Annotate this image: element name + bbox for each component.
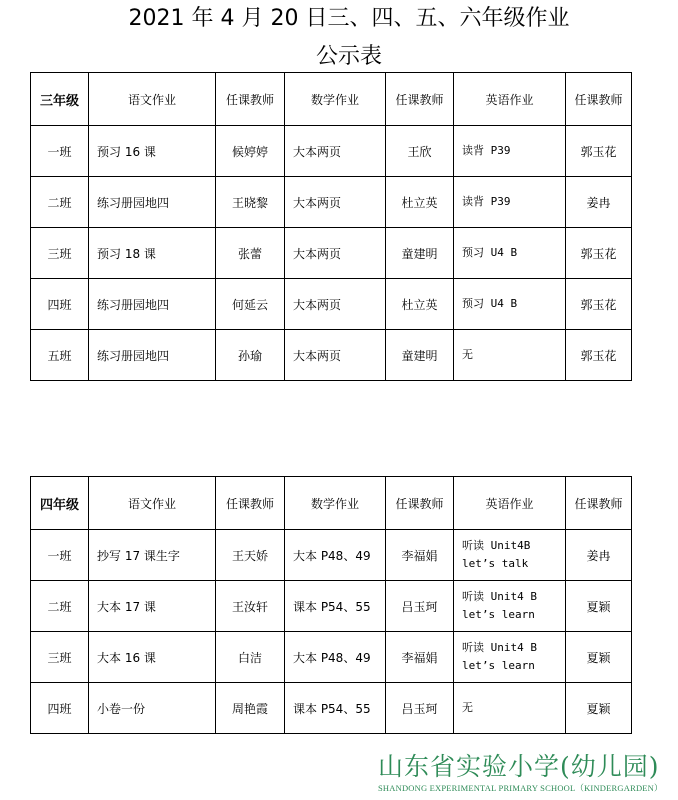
table-row <box>31 581 632 632</box>
header-english-teacher: 任课教师 <box>566 73 632 126</box>
chinese-teacher-cell: 张蕾 <box>216 228 285 279</box>
english-teacher-cell: 姜冉 <box>566 177 632 228</box>
english-homework-line: 预习 U4 B <box>462 246 518 259</box>
class-cell: 一班 <box>31 126 89 177</box>
english-homework-line: 预习 U4 B <box>462 297 518 310</box>
grade4-header-row <box>31 477 632 530</box>
class-cell: 四班 <box>31 279 89 330</box>
english-homework-cell <box>454 683 566 734</box>
header-math: 数学作业 <box>285 477 386 530</box>
table-row <box>31 279 632 330</box>
english-homework-line: 无 <box>462 348 473 361</box>
page-subtitle: 公示表 <box>315 44 382 69</box>
english-homework-cell <box>454 632 566 683</box>
english-homework-line: let’s talk <box>462 557 529 570</box>
english-teacher-cell: 郭玉花 <box>566 126 632 177</box>
grade3-header-row <box>31 73 632 126</box>
class-cell: 二班 <box>31 177 89 228</box>
math-teacher-cell: 吕玉珂 <box>386 581 454 632</box>
table-row <box>31 683 632 734</box>
class-cell: 四班 <box>31 683 89 734</box>
grade3-label: 三年级 <box>31 73 89 126</box>
english-homework-line: 读背 P39 <box>462 195 511 208</box>
table-row <box>31 530 632 581</box>
table-row <box>31 330 632 381</box>
table-row <box>31 177 632 228</box>
english-homework-line: 读背 P39 <box>462 144 511 157</box>
english-homework-line: 听读 Unit4B <box>462 539 531 552</box>
math-teacher-cell: 杜立英 <box>386 279 454 330</box>
english-teacher-cell: 夏颖 <box>566 632 632 683</box>
header-math-teacher: 任课教师 <box>386 477 454 530</box>
math-homework-cell: 大本两页 <box>285 279 386 330</box>
school-logo <box>378 752 670 794</box>
english-teacher-cell: 郭玉花 <box>566 279 632 330</box>
grade4-table <box>30 476 632 734</box>
header-chinese: 语文作业 <box>89 477 216 530</box>
chinese-homework-cell: 大本 16 课 <box>89 632 216 683</box>
math-homework-cell: 大本 P48、49 <box>285 632 386 683</box>
math-homework-cell: 大本两页 <box>285 330 386 381</box>
english-homework-cell <box>454 530 566 581</box>
math-teacher-cell: 童建明 <box>386 330 454 381</box>
english-homework-cell <box>454 228 566 279</box>
math-teacher-cell: 王欣 <box>386 126 454 177</box>
chinese-teacher-cell: 王汝轩 <box>216 581 285 632</box>
grade4-label: 四年级 <box>31 477 89 530</box>
chinese-teacher-cell: 候婷婷 <box>216 126 285 177</box>
english-teacher-cell: 郭玉花 <box>566 228 632 279</box>
english-homework-line: let’s learn <box>462 659 535 672</box>
table-row <box>31 228 632 279</box>
chinese-teacher-cell: 孙瑜 <box>216 330 285 381</box>
chinese-homework-cell: 抄写 17 课生字 <box>89 530 216 581</box>
math-homework-cell: 大本两页 <box>285 126 386 177</box>
chinese-homework-cell: 练习册园地四 <box>89 177 216 228</box>
class-cell: 三班 <box>31 228 89 279</box>
header-math: 数学作业 <box>285 73 386 126</box>
math-homework-cell: 课本 P54、55 <box>285 683 386 734</box>
english-homework-line: let’s learn <box>462 608 535 621</box>
header-english-teacher: 任课教师 <box>566 477 632 530</box>
english-homework-cell <box>454 581 566 632</box>
math-homework-cell: 大本两页 <box>285 177 386 228</box>
school-logo-english: SHANDONG EXPERIMENTAL PRIMARY SCHOOL（KINDERGARDEN） <box>378 783 663 793</box>
english-homework-line: 听读 Unit4 B <box>462 590 537 603</box>
chinese-teacher-cell: 周艳霞 <box>216 683 285 734</box>
math-homework-cell: 大本 P48、49 <box>285 530 386 581</box>
math-teacher-cell: 吕玉珂 <box>386 683 454 734</box>
header-chinese: 语文作业 <box>89 73 216 126</box>
english-teacher-cell: 夏颖 <box>566 683 632 734</box>
english-homework-cell <box>454 126 566 177</box>
english-teacher-cell: 夏颖 <box>566 581 632 632</box>
class-cell: 一班 <box>31 530 89 581</box>
english-teacher-cell: 郭玉花 <box>566 330 632 381</box>
english-homework-line: 无 <box>462 701 473 714</box>
class-cell: 三班 <box>31 632 89 683</box>
chinese-homework-cell: 预习 18 课 <box>89 228 216 279</box>
math-teacher-cell: 李福娟 <box>386 632 454 683</box>
chinese-teacher-cell: 王天娇 <box>216 530 285 581</box>
chinese-teacher-cell: 何延云 <box>216 279 285 330</box>
chinese-homework-cell: 小卷一份 <box>89 683 216 734</box>
english-teacher-cell: 姜冉 <box>566 530 632 581</box>
page-title: 2021 年 4 月 20 日三、四、五、六年级作业 <box>128 6 570 31</box>
chinese-homework-cell: 练习册园地四 <box>89 330 216 381</box>
english-homework-line: 听读 Unit4 B <box>462 641 537 654</box>
table-row <box>31 632 632 683</box>
header-english: 英语作业 <box>454 477 566 530</box>
chinese-homework-cell: 练习册园地四 <box>89 279 216 330</box>
math-homework-cell: 课本 P54、55 <box>285 581 386 632</box>
english-homework-cell <box>454 177 566 228</box>
table-row <box>31 126 632 177</box>
math-teacher-cell: 李福娟 <box>386 530 454 581</box>
english-homework-cell <box>454 330 566 381</box>
math-homework-cell: 大本两页 <box>285 228 386 279</box>
english-homework-cell <box>454 279 566 330</box>
header-english: 英语作业 <box>454 73 566 126</box>
chinese-homework-cell: 预习 16 课 <box>89 126 216 177</box>
chinese-teacher-cell: 王晓黎 <box>216 177 285 228</box>
header-chinese-teacher: 任课教师 <box>216 73 285 126</box>
math-teacher-cell: 童建明 <box>386 228 454 279</box>
class-cell: 二班 <box>31 581 89 632</box>
header-chinese-teacher: 任课教师 <box>216 477 285 530</box>
class-cell: 五班 <box>31 330 89 381</box>
header-math-teacher: 任课教师 <box>386 73 454 126</box>
grade3-table <box>30 72 632 381</box>
chinese-homework-cell: 大本 17 课 <box>89 581 216 632</box>
chinese-teacher-cell: 白洁 <box>216 632 285 683</box>
math-teacher-cell: 杜立英 <box>386 177 454 228</box>
school-logo-chinese: 山东省实验小学(幼儿园) <box>378 752 660 781</box>
